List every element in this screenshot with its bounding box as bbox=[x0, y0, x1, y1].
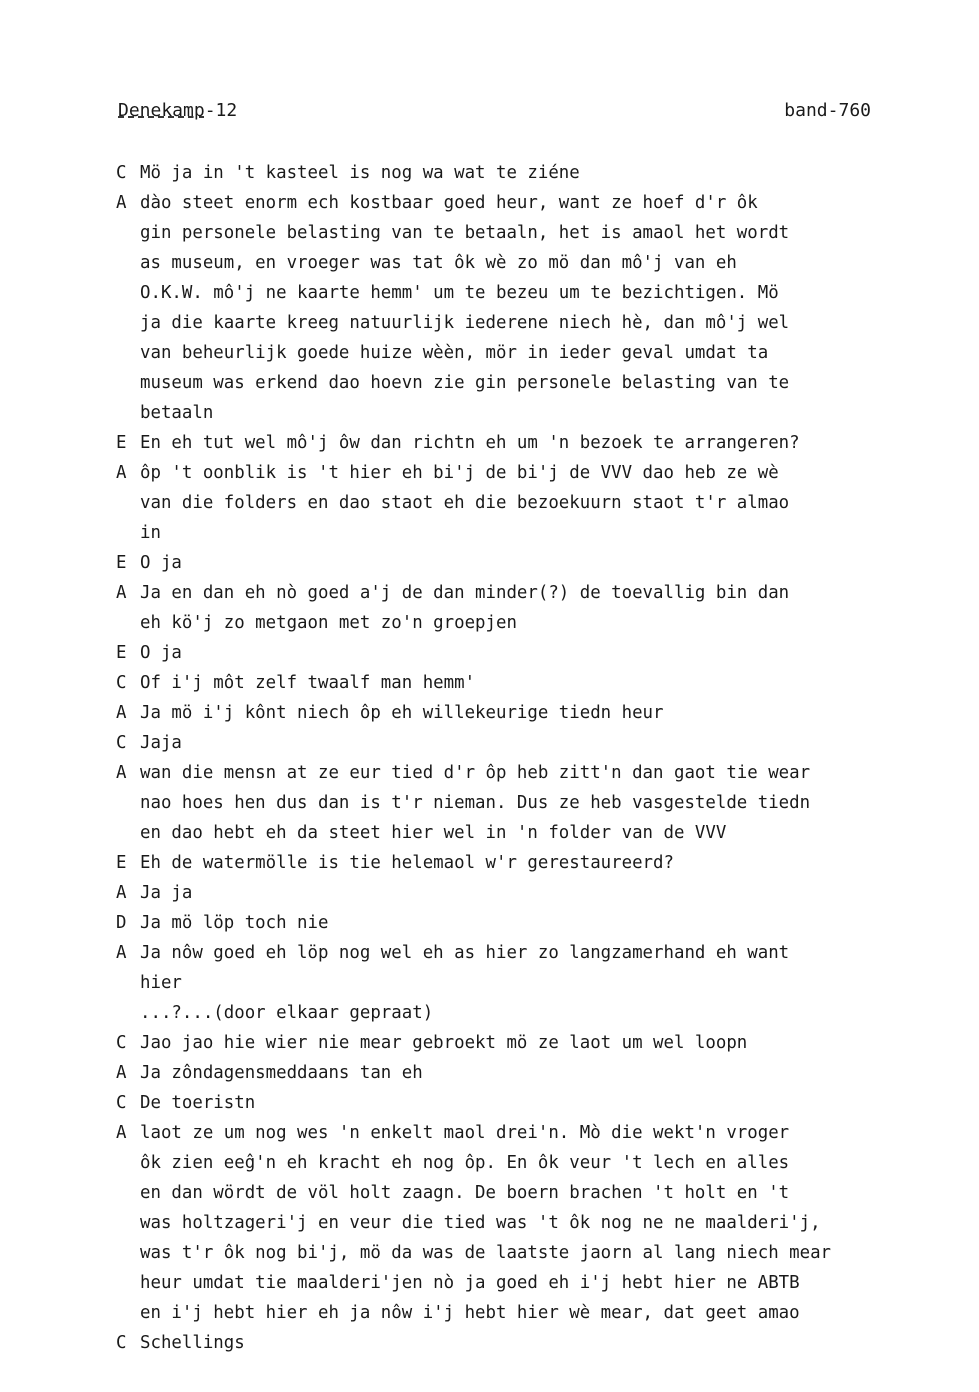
transcript-line: Ja mö i'j kônt niech ôp eh willekeurige tiedn heur bbox=[140, 703, 664, 723]
speaker-label: C bbox=[116, 673, 127, 693]
transcript-line: O.K.W. mô'j ne kaarte hemm' um te bezeu um te bezichtigen. Mö bbox=[140, 283, 779, 303]
transcript-entry bbox=[116, 998, 936, 1028]
transcript-line: as museum, en vroeger was tat ôk wè zo mö dan mô'j van eh bbox=[140, 253, 737, 273]
speaker-label: A bbox=[116, 703, 127, 723]
speaker-label: A bbox=[116, 583, 127, 603]
transcript-line: Ja ja bbox=[140, 883, 193, 903]
transcript-line: Mö ja in 't kasteel is nog wa wat te ziéne bbox=[140, 163, 580, 183]
page-header bbox=[118, 100, 871, 128]
transcript-line: Ja nôw goed eh löp nog wel eh as hier zo langzamerhand eh want bbox=[140, 943, 790, 963]
transcript-line: in bbox=[140, 523, 161, 543]
transcript-entry bbox=[116, 188, 936, 428]
transcript-line: en dan wördt de völ holt zaagn. De boern brachen 't holt en 't bbox=[140, 1183, 790, 1203]
transcript-line: De toeristn bbox=[140, 1093, 256, 1113]
speaker-label: A bbox=[116, 463, 127, 483]
transcript-entry bbox=[116, 158, 936, 188]
speaker-label: C bbox=[116, 163, 127, 183]
transcript-line: gin personele belasting van te betaaln, het is amaol het wordt bbox=[140, 223, 790, 243]
transcript-line: Ja zôndagensmeddaans tan eh bbox=[140, 1063, 423, 1083]
transcript-line: betaaln bbox=[140, 403, 214, 423]
transcript-line: ja die kaarte kreeg natuurlijk iederene niech hè, dan mô'j wel bbox=[140, 313, 790, 333]
transcript-entry bbox=[116, 1058, 936, 1088]
transcript-entry bbox=[116, 1328, 936, 1358]
transcript-line: O ja bbox=[140, 643, 182, 663]
speaker-label: A bbox=[116, 193, 127, 213]
speaker-label: E bbox=[116, 853, 127, 873]
speaker-label: A bbox=[116, 1063, 127, 1083]
transcript-entry bbox=[116, 908, 936, 938]
transcript-entry bbox=[116, 578, 936, 638]
transcript-line: van die folders en dao staot eh die bezoekuurn staot t'r almao bbox=[140, 493, 790, 513]
speaker-label: A bbox=[116, 943, 127, 963]
transcript-entry bbox=[116, 698, 936, 728]
transcript-entry bbox=[116, 728, 936, 758]
transcript-entry bbox=[116, 938, 936, 998]
transcript-line: ôp 't oonblik is 't hier eh bi'j de bi'j de VVV dao heb ze wè bbox=[140, 463, 779, 483]
transcript-line: eh kö'j zo metgaon met zo'n groepjen bbox=[140, 613, 517, 633]
transcript-line: wan die mensn at ze eur tied d'r ôp heb zitt'n dan gaot tie wear bbox=[140, 763, 811, 783]
transcript-line: ôk zien eeĝ'n eh kracht eh nog ôp. En ôk veur 't lech en alles bbox=[140, 1153, 790, 1173]
transcript-line: en i'j hebt hier eh ja nôw i'j hebt hier wè mear, dat geet amao bbox=[140, 1303, 800, 1323]
speaker-label: A bbox=[116, 883, 127, 903]
transcript-line: museum was erkend dao hoevn zie gin personele belasting van te bbox=[140, 373, 790, 393]
transcript-entry bbox=[116, 1118, 936, 1328]
transcript-line: En eh tut wel mô'j ôw dan richtn eh um 'n bezoek te arrangeren? bbox=[140, 433, 800, 453]
transcript-line: heur umdat tie maalderi'jen nò ja goed eh i'j hebt hier ne ABTB bbox=[140, 1273, 800, 1293]
transcript-entry bbox=[116, 668, 936, 698]
transcript-line: van beheurlijk goede huize wèèn, mör in ieder geval umdat ta bbox=[140, 343, 769, 363]
transcript-line: laot ze um nog wes 'n enkelt maol drei'n. Mò die wekt'n vroger bbox=[140, 1123, 790, 1143]
transcript-entry bbox=[116, 878, 936, 908]
speaker-label: A bbox=[116, 1123, 127, 1143]
header-place-name: Denekamp bbox=[118, 100, 205, 121]
transcript-line: Ja en dan eh nò goed a'j de dan minder(?) de toevallig bin dan bbox=[140, 583, 790, 603]
speaker-label: A bbox=[116, 763, 127, 783]
transcript-line: Of i'j môt zelf twaalf man hemm' bbox=[140, 673, 476, 693]
transcript-entry bbox=[116, 1028, 936, 1058]
transcript-line: Eh de watermölle is tie helemaol w'r gerestaureerd? bbox=[140, 853, 674, 873]
transcript-body bbox=[116, 158, 936, 1358]
transcript-line: nao hoes hen dus dan is t'r nieman. Dus ze heb vasgestelde tiedn bbox=[140, 793, 811, 813]
speaker-label: D bbox=[116, 913, 127, 933]
transcript-line: dào steet enorm ech kostbaar goed heur, want ze hoef d'r ôk bbox=[140, 193, 758, 213]
speaker-label: C bbox=[116, 1093, 127, 1113]
header-place bbox=[118, 100, 237, 121]
speaker-label: C bbox=[116, 1333, 127, 1353]
speaker-label: E bbox=[116, 433, 127, 453]
transcript-line: was t'r ôk nog bi'j, mö da was de laatste jaorn al lang niech mear bbox=[140, 1243, 832, 1263]
transcript-entry bbox=[116, 848, 936, 878]
transcript-line: was holtzageri'j en veur die tied was 't ôk nog ne ne maalderi'j, bbox=[140, 1213, 821, 1233]
transcript-entry bbox=[116, 1088, 936, 1118]
transcript-line: en dao hebt eh da steet hier wel in 'n folder van de VVV bbox=[140, 823, 727, 843]
header-place-number: -12 bbox=[204, 100, 238, 121]
transcript-line: ...?...(door elkaar gepraat) bbox=[140, 1003, 434, 1023]
speaker-label: C bbox=[116, 1033, 127, 1053]
transcript-entry bbox=[116, 638, 936, 668]
transcript-line: O ja bbox=[140, 553, 182, 573]
transcript-line: hier bbox=[140, 973, 182, 993]
transcript-line: Jao jao hie wier nie mear gebroekt mö ze laot um wel loopn bbox=[140, 1033, 748, 1053]
transcript-entry bbox=[116, 458, 936, 548]
transcript-entry bbox=[116, 548, 936, 578]
transcript-line: Ja mö löp toch nie bbox=[140, 913, 329, 933]
speaker-label: E bbox=[116, 643, 127, 663]
transcript-entry bbox=[116, 758, 936, 848]
speaker-label: C bbox=[116, 733, 127, 753]
speaker-label: E bbox=[116, 553, 127, 573]
transcript-line: Jaja bbox=[140, 733, 182, 753]
header-band: band-760 bbox=[784, 100, 871, 121]
transcript-line: Schellings bbox=[140, 1333, 245, 1353]
transcript-entry bbox=[116, 428, 936, 458]
